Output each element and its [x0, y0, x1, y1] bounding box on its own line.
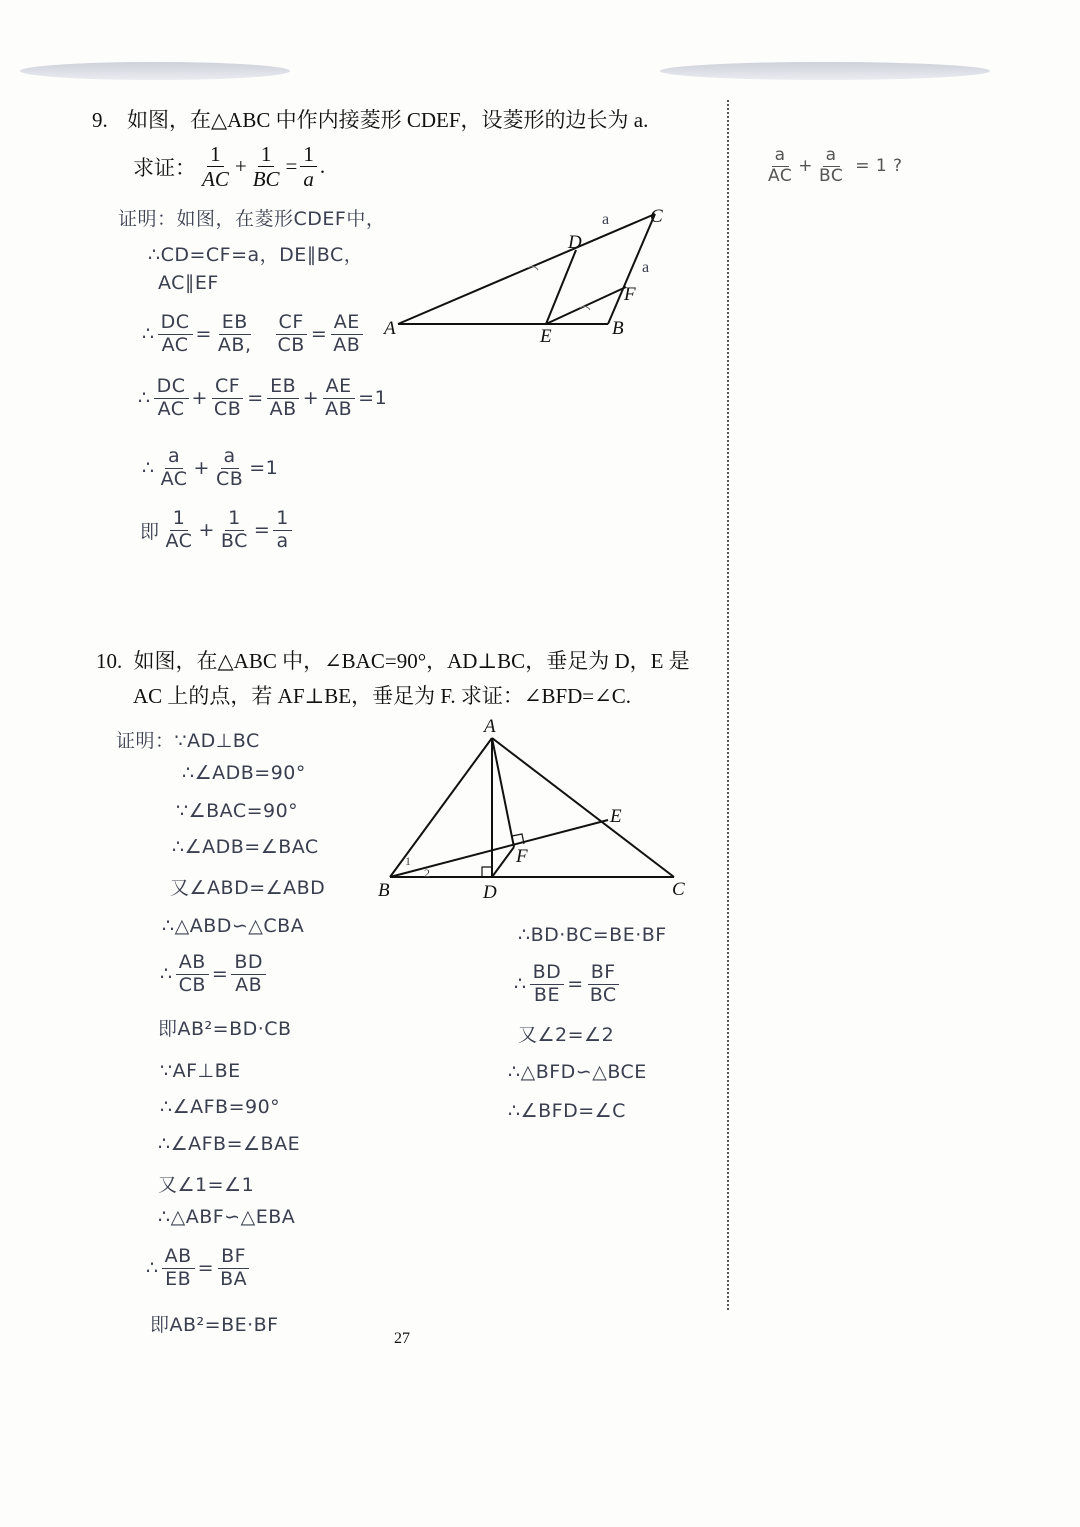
side-label-a: a	[602, 211, 610, 228]
fraction	[163, 508, 196, 553]
therefore-symbol: ∴	[142, 323, 155, 346]
side-AC	[398, 214, 655, 324]
fraction	[273, 508, 292, 553]
angle-2: 2	[424, 866, 430, 880]
label-A: A	[384, 318, 396, 339]
denominator: CB	[213, 397, 242, 420]
fraction	[322, 376, 355, 421]
problem-text: 如图，在△ABC 中，∠BAC=90°，AD⊥BC，垂足为 D，E 是	[133, 649, 690, 673]
problem-number: 10.	[96, 649, 123, 673]
numerator: DC	[158, 312, 193, 335]
numerator: EB	[219, 312, 251, 335]
solution-line: 即AB²=BE·BF	[150, 1314, 279, 1336]
problem-number: 9.	[92, 108, 108, 132]
fraction	[158, 446, 191, 491]
scan-shadow-right	[660, 62, 990, 80]
numerator: DC	[154, 376, 189, 399]
numerator: a	[221, 446, 239, 469]
denominator: AC	[165, 529, 193, 552]
solution-line	[142, 446, 278, 491]
numerator: BD	[530, 962, 565, 985]
denominator: AB	[333, 333, 361, 356]
denominator: BC	[818, 165, 844, 186]
problem-10-statement	[96, 645, 690, 675]
fraction	[158, 312, 193, 357]
denominator: EB	[165, 1267, 192, 1290]
operator: =	[197, 1257, 215, 1280]
problem-9-formula	[133, 142, 325, 191]
label-E: E	[610, 806, 622, 827]
scan-shadow-left	[20, 62, 290, 80]
problem-text: AC 上的点，若 AF⊥BE，垂足为 F. 求证：∠BFD=∠C.	[133, 684, 631, 708]
solution-line: 又∠2=∠2	[518, 1024, 615, 1046]
operator: +	[198, 519, 215, 542]
label-A: A	[484, 716, 496, 737]
operator: +	[191, 387, 208, 410]
solution-line: ∴△ABF∽△EBA	[158, 1206, 296, 1228]
label-B: B	[612, 318, 624, 339]
result: =1	[358, 387, 388, 410]
denominator: a	[276, 529, 289, 552]
solution-line: 即AB²=BD·CB	[158, 1018, 292, 1040]
fraction	[218, 508, 251, 553]
denominator: AC	[160, 467, 188, 490]
operator: =	[247, 387, 264, 410]
numerator: 1	[258, 142, 275, 167]
denominator: AC	[161, 333, 189, 356]
numerator: 1	[300, 142, 317, 167]
fraction	[530, 962, 565, 1007]
label-C: C	[672, 879, 685, 900]
result: =1	[249, 457, 279, 480]
solution-line: 证明：如图，在菱形CDEF中，	[118, 208, 386, 230]
therefore-symbol: ∴	[160, 963, 173, 986]
figure-9-rhombus	[380, 200, 680, 350]
prove-label: 求证：	[133, 155, 196, 180]
solution-line: ∴CD=CF=a，DE∥BC，	[148, 244, 364, 266]
numerator: CF	[276, 312, 307, 335]
fraction	[300, 142, 317, 191]
denominator: BC	[252, 167, 280, 192]
label-D: D	[568, 232, 582, 253]
denominator: AC	[768, 165, 793, 186]
solution-line: ∵∠BAC=90°	[176, 800, 299, 822]
period: .	[319, 154, 326, 179]
solution-line: ∴∠AFB=90°	[160, 1096, 281, 1118]
solution-line	[146, 1246, 253, 1291]
therefore-symbol: ∴	[146, 1257, 159, 1280]
operator: =	[195, 323, 212, 346]
solution-line: 又∠1=∠1	[158, 1174, 255, 1196]
solution-line	[142, 312, 366, 357]
fraction	[211, 376, 244, 421]
operator: =	[211, 963, 229, 986]
numerator: a	[772, 146, 789, 167]
denominator: AB	[269, 397, 297, 420]
operator: +	[798, 156, 813, 177]
fraction	[217, 1246, 250, 1291]
problem-9-statement	[92, 104, 648, 134]
angle-1: 1	[405, 854, 411, 868]
operator: =	[567, 973, 584, 996]
numerator: EB	[267, 376, 299, 399]
margin-note	[762, 146, 903, 186]
denominator: CB	[178, 973, 206, 996]
therefore-symbol: ∴	[142, 457, 155, 480]
numerator: 1	[170, 508, 189, 531]
solution-line: ∴∠ADB=∠BAC	[172, 836, 319, 858]
denominator: AC	[157, 397, 185, 420]
numerator: AB	[176, 952, 209, 975]
numerator: BF	[588, 962, 619, 985]
denominator: AC	[202, 167, 229, 192]
numerator: CF	[212, 376, 243, 399]
denominator: AB,	[217, 333, 252, 356]
numerator: AB	[162, 1246, 195, 1269]
solution-line: ∴∠BFD=∠C	[508, 1100, 626, 1122]
fraction	[154, 376, 189, 421]
fraction	[267, 376, 300, 421]
numerator: 1	[225, 508, 244, 531]
side-label-a: a	[642, 259, 650, 276]
fraction	[765, 146, 795, 186]
fraction	[250, 142, 283, 191]
solution-line: ∵AF⊥BE	[160, 1060, 241, 1082]
fraction	[199, 142, 232, 191]
label-E: E	[540, 326, 552, 347]
solution-line: ∴∠ADB=90°	[182, 762, 306, 784]
numerator: a	[165, 446, 183, 469]
label-D: D	[483, 882, 497, 903]
operator: =	[253, 519, 271, 542]
segment-AF	[492, 738, 514, 847]
solution-line: AC∥EF	[158, 272, 219, 294]
solution-line	[514, 962, 623, 1007]
denominator: BA	[220, 1267, 248, 1290]
label-F: F	[624, 284, 636, 305]
solution-line: ∴BD·BC=BE·BF	[518, 924, 667, 946]
fraction	[330, 312, 363, 357]
numerator: 1	[273, 508, 292, 531]
numerator: a	[823, 146, 840, 167]
problem-text: 如图，在△ABC 中作内接菱形 CDEF，设菱形的边长为 a.	[127, 108, 649, 132]
column-divider	[727, 100, 729, 1310]
operator: =	[285, 154, 298, 179]
numerator: BD	[231, 952, 266, 975]
fraction	[231, 952, 266, 997]
denominator: AB	[235, 973, 263, 996]
therefore-symbol: ∴	[138, 387, 151, 410]
solution-line	[138, 376, 387, 421]
therefore-symbol: ∴	[514, 973, 527, 996]
right-angle-mark-D	[482, 867, 492, 877]
fraction	[213, 446, 246, 491]
operator: +	[302, 387, 320, 410]
denominator: BC	[589, 983, 617, 1006]
page-number: 27	[394, 1330, 410, 1347]
result: = 1 ?	[855, 156, 903, 177]
operator: +	[234, 154, 247, 179]
solution-line: 证明：∵AD⊥BC	[116, 730, 260, 752]
figure-10-triangle	[372, 712, 702, 908]
segment-DF	[492, 847, 514, 877]
fraction	[816, 146, 846, 186]
solution-line: ∴∠AFB=∠BAE	[158, 1133, 301, 1155]
numerator: 1	[207, 142, 224, 167]
solution-line: 又∠ABD=∠ABD	[170, 877, 326, 899]
fraction	[176, 952, 209, 997]
label-F: F	[516, 846, 528, 867]
denominator: BC	[220, 529, 248, 552]
solution-line: ∴△BFD∽△BCE	[508, 1061, 647, 1083]
denominator: BE	[533, 983, 560, 1006]
numerator: AE	[323, 376, 355, 399]
operator: +	[193, 457, 210, 480]
fraction	[275, 312, 308, 357]
numerator: BF	[218, 1246, 249, 1269]
fraction	[587, 962, 620, 1007]
denominator: CB	[277, 333, 305, 356]
operator: =	[310, 323, 328, 346]
denominator: CB	[215, 467, 244, 490]
hence-symbol: 即	[140, 520, 160, 543]
denominator: a	[303, 167, 314, 192]
fraction	[215, 312, 255, 357]
solution-line: ∴△ABD∽△CBA	[162, 915, 305, 937]
label-C: C	[650, 206, 663, 227]
solution-line	[160, 952, 269, 997]
denominator: AB	[325, 397, 353, 420]
fraction	[162, 1246, 195, 1291]
label-B: B	[378, 880, 390, 901]
solution-line	[140, 508, 295, 553]
numerator: AE	[331, 312, 363, 335]
